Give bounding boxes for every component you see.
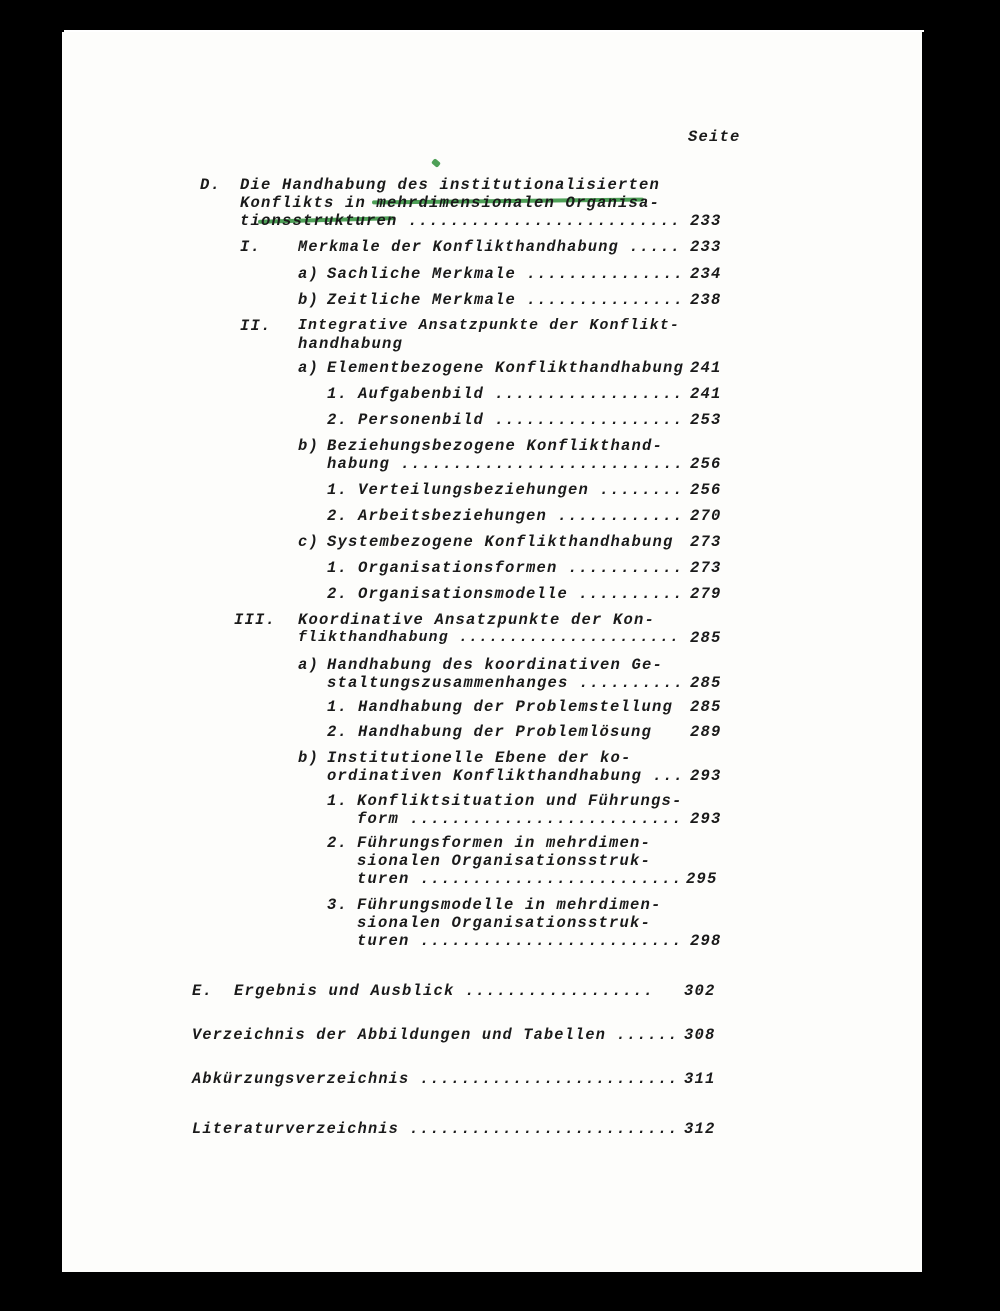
toc-entry-page: 241: [690, 385, 722, 403]
toc-entry-label: 1.: [327, 792, 349, 810]
toc-entry-text: Handhabung der Problemlösung: [358, 723, 653, 741]
toc-entry-label: 2.: [327, 507, 349, 525]
toc-entry-page: 293: [690, 767, 722, 785]
toc-entry-text: Die Handhabung des institutionalisierten: [240, 176, 661, 194]
toc-entry-page: 270: [690, 507, 722, 525]
toc-entry-page: 311: [684, 1070, 716, 1088]
toc-entry-label: E.: [192, 982, 214, 1000]
toc-entry-text: Führungsformen in mehrdimen-: [357, 834, 652, 852]
toc-entry-label: a): [298, 656, 320, 674]
toc-entry-page: 298: [690, 932, 722, 950]
scan-border-right: [922, 0, 1000, 1311]
toc-entry-label: b): [298, 291, 320, 309]
toc-entry-text: sionalen Organisationsstruk-: [357, 852, 652, 870]
toc-entry-label: b): [298, 437, 320, 455]
toc-entry-text: turen .........................: [357, 932, 683, 950]
toc-entry-text: Beziehungsbezogene Konflikthand-: [327, 437, 664, 455]
toc-entry-page: 241: [690, 359, 722, 377]
toc-entry-text: Personenbild ..................: [358, 411, 684, 429]
toc-entry-page: 285: [690, 629, 722, 647]
toc-entry-text: Handhabung der Problemstellung: [358, 698, 674, 716]
toc-entry-text: Koordinative Ansatzpunkte der Kon-: [298, 611, 656, 629]
toc-entry-text: staltungszusammenhanges ..........: [327, 674, 685, 692]
toc-entry-text: Elementbezogene Konflikthandhabung: [327, 359, 685, 377]
toc-entry-page: 234: [690, 265, 722, 283]
toc-entry-label: b): [298, 749, 320, 767]
toc-entry-label: 2.: [327, 585, 349, 603]
toc-entry-text: Verzeichnis der Abbildungen und Tabellen ......: [192, 1026, 679, 1044]
toc-entry-page: 273: [690, 533, 722, 551]
toc-entry-label: a): [298, 265, 320, 283]
toc-entry-page: 256: [690, 455, 722, 473]
toc-entry-label: 1.: [327, 559, 349, 577]
toc-entry-text: Abkürzungsverzeichnis .........................: [192, 1070, 679, 1088]
toc-entry-text: Institutionelle Ebene der ko-: [327, 749, 632, 767]
toc-entry-text: Konfliktsituation und Führungs-: [357, 792, 683, 810]
toc-entry-page: 253: [690, 411, 722, 429]
toc-entry-page: 256: [690, 481, 722, 499]
toc-entry-text: Verteilungsbeziehungen ........: [358, 481, 684, 499]
toc-entry-page: 312: [684, 1120, 716, 1138]
toc-entry-text: Aufgabenbild ..................: [358, 385, 684, 403]
toc-entry-text: Merkmale der Konflikthandhabung .....: [298, 238, 682, 256]
toc-entry-label: 1.: [327, 698, 349, 716]
toc-entry-text: Konflikts in mehrdimensionalen Organisa-: [240, 194, 661, 212]
toc-entry-label: 1.: [327, 385, 349, 403]
toc-entry-text: Integrative Ansatzpunkte der Konflikt-: [298, 318, 680, 334]
toc-entry-text: Systembezogene Konflikthandhabung: [327, 533, 674, 551]
toc-entry-text: Führungsmodelle in mehrdimen-: [357, 896, 662, 914]
toc-entry-page: 308: [684, 1026, 716, 1044]
toc-entry-text: turen .........................: [357, 870, 683, 888]
toc-entry-text: Zeitliche Merkmale ...............: [327, 291, 685, 309]
toc-entry-text: tionsstrukturen ..........................: [240, 212, 682, 230]
toc-entry-label: 2.: [327, 411, 349, 429]
page-column-header: Seite: [688, 128, 741, 146]
toc-entry-text: ordinativen Konflikthandhabung ...: [327, 767, 685, 785]
scan-border-bottom: [0, 1272, 1000, 1311]
toc-entry-page: 302: [684, 982, 716, 1000]
toc-entry-text: form ..........................: [357, 810, 683, 828]
toc-entry-label: 3.: [327, 896, 349, 914]
toc-entry-text: sionalen Organisationsstruk-: [357, 914, 652, 932]
toc-entry-text: Handhabung des koordinativen Ge-: [327, 656, 664, 674]
toc-entry-text: Arbeitsbeziehungen ............: [358, 507, 684, 525]
toc-entry-label: 2.: [327, 723, 349, 741]
toc-entry-text: Sachliche Merkmale ...............: [327, 265, 685, 283]
toc-entry-page: 279: [690, 585, 722, 603]
toc-entry-label: c): [298, 533, 320, 551]
toc-entry-text: flikthandhabung ......................: [298, 630, 680, 646]
toc-entry-text: Ergebnis und Ausblick ..................: [234, 982, 655, 1000]
toc-entry-label: 1.: [327, 481, 349, 499]
toc-entry-page: 285: [690, 698, 722, 716]
toc-entry-label: 2.: [327, 834, 349, 852]
toc-entry-page: 289: [690, 723, 722, 741]
toc-entry-page: 273: [690, 559, 722, 577]
toc-entry-text: Organisationsmodelle ..........: [358, 585, 684, 603]
toc-entry-text: Literaturverzeichnis ..........................: [192, 1120, 679, 1138]
scan-border-left: [0, 0, 62, 1311]
toc-entry-label: II.: [240, 317, 272, 335]
toc-entry-label: III.: [234, 611, 277, 629]
toc-entry-text: habung ...........................: [327, 455, 685, 473]
toc-entry-page: 233: [690, 238, 722, 256]
toc-entry-page: 293: [690, 810, 722, 828]
toc-entry-page: 233: [690, 212, 722, 230]
toc-entry-label: D.: [200, 176, 222, 194]
toc-entry-label: a): [298, 359, 320, 377]
toc-entry-page: 238: [690, 291, 722, 309]
toc-entry-page: 285: [690, 674, 722, 692]
toc-entry-label: I.: [240, 238, 262, 256]
toc-entry-text: handhabung: [298, 335, 404, 353]
scan-border-top: [0, 0, 1000, 32]
toc-entry-text: Organisationsformen ...........: [358, 559, 684, 577]
toc-entry-page: 295: [686, 870, 718, 888]
